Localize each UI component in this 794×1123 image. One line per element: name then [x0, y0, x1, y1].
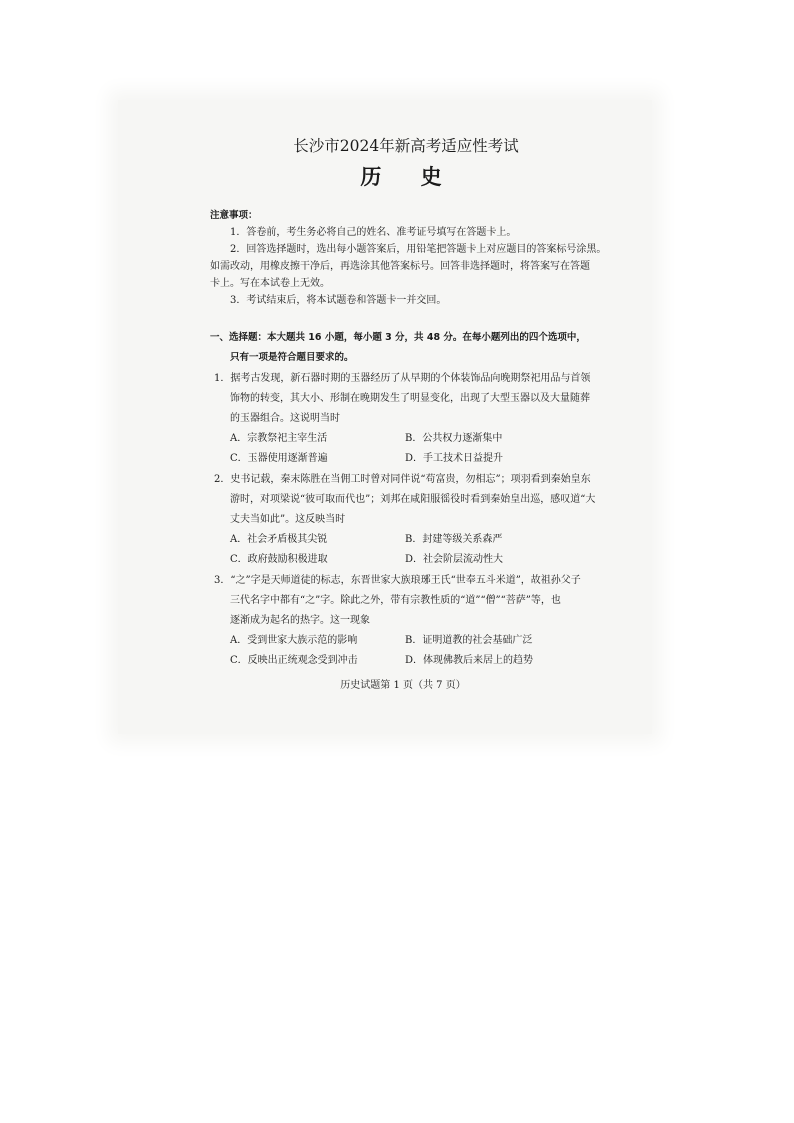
notice-line: 如需改动，用橡皮擦干净后，再选涂其他答案标号。回答非选择题时，将答案写在答题: [210, 261, 590, 272]
question-2-option-d: D．社会阶层流动性大: [405, 554, 504, 565]
question-2-option-b: B．封建等级关系森严: [405, 534, 503, 545]
question-1-line: 饰物的转变，其大小、形制在晚期发生了明显变化，出现了大型玉器以及大量随葬: [230, 393, 590, 404]
question-1-option-c: C．玉器使用逐渐普遍: [230, 453, 328, 464]
question-1-option-b: B．公共权力逐渐集中: [405, 433, 503, 444]
page-footer: 历史试题第 1 页（共 7 页）: [340, 680, 466, 691]
question-1-line: 1．据考古发现，新石器时期的玉器经历了从早期的个体装饰品向晚期祭祀用品与首领: [214, 373, 591, 384]
section-heading-cont: 只有一项是符合题目要求的。: [230, 352, 354, 363]
exam-title: 长沙市2024年新高考适应性考试: [293, 137, 519, 155]
subject-heading: 历 史: [360, 164, 458, 189]
question-2-line: 2．史书记载，秦末陈胜在当佣工时曾对同伴说“苟富贵，勿相忘”；项羽看到秦始皇东: [214, 474, 591, 485]
notice-heading: 注意事项：: [210, 210, 258, 221]
section-heading: 一、选择题：本大题共 16 小题，每小题 3 分，共 48 分。在每小题列出的四个选项中，: [210, 332, 586, 343]
question-1-line: 的玉器组合。这说明当时: [230, 413, 340, 424]
notice-line: 卡上。写在本试卷上无效。: [210, 278, 330, 289]
notice-line: 3．考试结束后，将本试题卷和答题卡一并交回。: [230, 295, 447, 306]
question-3-option-c: C．反映出正统观念受到冲击: [230, 655, 358, 666]
question-3-line: 三代名字中都有“之”字。除此之外，带有宗教性质的“道”“僧”“菩萨”等，也: [230, 595, 561, 606]
question-3-option-b: B．证明道教的社会基础广泛: [405, 635, 533, 646]
question-2-option-a: A．社会矛盾极其尖锐: [230, 534, 328, 545]
question-3-option-d: D．体现佛教后来居上的趋势: [405, 655, 534, 666]
question-2-line: 丈夫当如此”。这反映当时: [230, 514, 346, 525]
notice-line: 1．答卷前，考生务必将自己的姓名、准考证号填写在答题卡上。: [230, 227, 517, 238]
question-3-line: 逐渐成为起名的热字。这一现象: [230, 615, 370, 626]
question-1-option-d: D．手工技术日益提升: [405, 453, 504, 464]
question-3-line: 3．“之”字是天师道徒的标志，东晋世家大族琅琊王氏“世奉五斗米道”，故祖孙父子: [214, 575, 581, 586]
question-2-option-c: C．政府鼓励积极进取: [230, 554, 328, 565]
question-2-line: 游时，对项梁说“彼可取而代也”；刘邦在咸阳服徭役时看到秦始皇出巡，感叹道“大: [230, 494, 596, 505]
question-3-option-a: A．受到世家大族示范的影响: [230, 635, 358, 646]
question-1-option-a: A．宗教祭祀主宰生活: [230, 433, 328, 444]
notice-line: 2．回答选择题时，选出每小题答案后，用铅笔把答题卡上对应题目的答案标号涂黑。: [230, 244, 607, 255]
